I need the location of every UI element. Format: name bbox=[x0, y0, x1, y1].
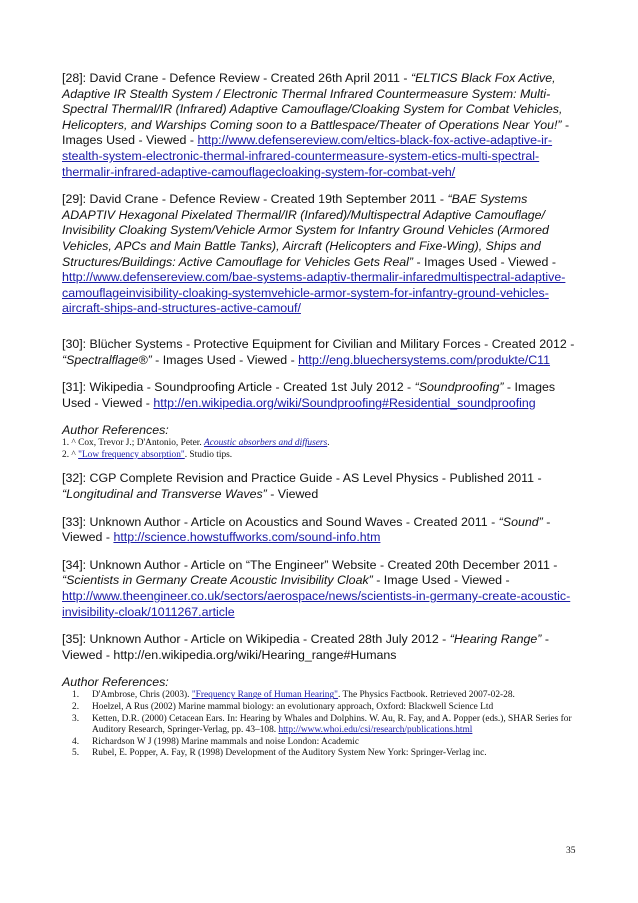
reference-source: [34]: Unknown Author - Article on “The Engineer” Website - Created 20th December 2011 - bbox=[62, 557, 558, 572]
reference-source: [28]: David Crane - Defence Review - Created 26th April 2011 - bbox=[62, 71, 411, 85]
author-reference-item bbox=[62, 450, 580, 462]
author-reference-link[interactable]: Acoustic absorbers and diffusers bbox=[204, 438, 328, 449]
author-reference-text: 1. ^ Cox, Trevor J.; D'Antonio, Peter. bbox=[62, 438, 205, 449]
reference-source: [29]: David Crane - Defence Review - Created 19th September 2011 - bbox=[62, 192, 448, 207]
list-item bbox=[62, 737, 580, 749]
author-reference-text: . Studio tips. bbox=[184, 449, 233, 460]
reference-source: [33]: Unknown Author - Article on Acoustics and Sound Waves - Created 2011 - bbox=[62, 514, 499, 529]
reference-meta: - Images Used - Viewed - bbox=[62, 380, 556, 410]
reference-meta: - Viewed bbox=[266, 487, 319, 502]
reference-29 bbox=[62, 192, 580, 317]
list-number: 2. bbox=[72, 702, 80, 712]
author-reference-link[interactable]: http://www.whoi.edu/csi/research/publications.html bbox=[278, 725, 473, 736]
reference-30 bbox=[62, 337, 580, 368]
author-reference-text: Richardson W J (1998) Marine mammals and noise London: Academic bbox=[92, 736, 360, 747]
reference-link[interactable]: http://www.theengineer.co.uk/sectors/aerospace/news/scientists-in-germany-create-acoustic-invisibility-cloak/1011267.article bbox=[62, 589, 571, 619]
list-item bbox=[62, 690, 580, 702]
author-references-block-2 bbox=[62, 675, 580, 760]
reference-meta: - Viewed - http://en.wikipedia.org/wiki/Hearing_range#Humans bbox=[62, 632, 549, 662]
author-references-heading: Author References: bbox=[62, 675, 169, 690]
reference-meta: - Image Used - Viewed - bbox=[372, 573, 510, 588]
reference-title: “BAE Systems ADAPTIV Hexagonal Pixelated Thermal/IR (Infared)/Multispectral Adaptive Camouflage/ Invisibility Cloaking System/Vehicle Armor System for Infantry Ground Vehicles (Armored Vehicles, APCs and Main Battle Tanks), Aircraft (Helicopters and Fixe-Wing), Ships and Structures/Buildings: Active Camouflage for Vehicles Gets Real” bbox=[62, 192, 549, 269]
reference-meta: - Images Used - Viewed - bbox=[413, 254, 557, 269]
reference-source: [31]: Wikipedia - Soundproofing Article - Created 1st July 2012 - bbox=[62, 380, 415, 395]
list-number: 4. bbox=[72, 736, 80, 747]
author-reference-text: D'Ambrose, Chris (2003). bbox=[92, 690, 192, 701]
author-reference-link[interactable]: "Low frequency absorption" bbox=[78, 449, 185, 460]
list-number: 1. bbox=[72, 690, 80, 701]
reference-title: “Scientists in Germany Create Acoustic Invisibility Cloak” bbox=[62, 573, 373, 588]
document-page bbox=[62, 71, 580, 760]
reference-link[interactable]: http://www.defensereview.com/bae-systems-adaptiv-thermalir-infaredmultispectral-adaptive-camouflageinvisibility-cloaking-systemvehicle-armor-system-for-infantry-ground-vehicles-aircraft-ships-and-structures-active-camouf/ bbox=[62, 270, 566, 316]
list-item bbox=[62, 702, 580, 714]
author-reference-text: 2. ^ bbox=[62, 449, 79, 460]
list-item bbox=[62, 714, 580, 737]
reference-meta: - Images Used - Viewed - bbox=[62, 117, 570, 148]
reference-link[interactable]: http://en.wikipedia.org/wiki/Soundproofing#Residential_soundproofing bbox=[153, 395, 536, 410]
reference-source: [32]: CGP Complete Revision and Practice Guide - AS Level Physics - Published 2011 - bbox=[62, 471, 542, 486]
author-reference-text: Ketten, D.R. (2000) Cetacean Ears. In: Hearing by Whales and Dolphins. W. Au, R. Fay, and A. Popper (eds.), SHAR Series for Auditory Research, Springer-Verlag, pp. 43–108. bbox=[92, 713, 572, 736]
reference-title: “Sound” bbox=[498, 514, 543, 529]
author-reference-item bbox=[62, 438, 580, 450]
reference-link[interactable]: http://eng.bluechersystems.com/produkte/C11 bbox=[298, 352, 551, 367]
author-reference-text: . bbox=[327, 438, 330, 449]
author-references-block-1 bbox=[62, 423, 580, 461]
reference-title: “Hearing Range” bbox=[449, 632, 542, 647]
author-reference-text: Hoelzel, A Rus (2002) Marine mammal biology: an evolutionary approach, Oxford: Blackwell Science Ltd bbox=[92, 702, 494, 712]
reference-34 bbox=[62, 558, 580, 620]
reference-source: [35]: Unknown Author - Article on Wikipedia - Created 28th July 2012 - bbox=[62, 632, 450, 647]
author-references-heading: Author References: bbox=[62, 423, 169, 438]
reference-31 bbox=[62, 380, 580, 411]
reference-33 bbox=[62, 515, 580, 546]
reference-title: “Soundproofing” bbox=[414, 380, 504, 395]
reference-source: [30]: Blücher Systems - Protective Equipment for Civilian and Military Forces - Created 2012 - bbox=[62, 336, 575, 351]
list-number: 3. bbox=[72, 713, 80, 724]
reference-28 bbox=[62, 71, 580, 180]
reference-link[interactable]: http://www.defensereview.com/eltics-black-fox-active-adaptive-ir-stealth-system-electronic-thermal-infrared-countermeasure-system-etics-multi-spectral-thermalir-infrared-adaptive-camouflagecloaking-system-for-combat-veh/ bbox=[62, 133, 553, 179]
reference-32 bbox=[62, 471, 580, 502]
author-references-list bbox=[62, 690, 580, 760]
page-number: 35 bbox=[566, 846, 576, 856]
author-reference-text: Rubel, E. Popper, A. Fay, R (1998) Development of the Auditory System New York: Springer-Verlag inc. bbox=[92, 748, 487, 759]
reference-meta: - Images Used - Viewed - bbox=[151, 352, 299, 367]
reference-title: “ELTICS Black Fox Active, Adaptive IR Stealth System / Electronic Thermal Infrared Countermeasure System: Multi-Spectral Thermal/IR (Infrared) Adaptive Camouflage/Cloaking System for Combat Vehicles, Helicopters, and Warships Coming soon to a Battlespace/Theater of Operations Near You!” bbox=[62, 71, 563, 132]
list-number: 5. bbox=[72, 748, 80, 759]
author-reference-link[interactable]: "Frequency Range of Human Hearing" bbox=[191, 690, 339, 701]
list-item bbox=[62, 748, 580, 760]
reference-meta: - Viewed - bbox=[62, 514, 551, 545]
reference-35 bbox=[62, 632, 580, 663]
reference-link[interactable]: http://science.howstuffworks.com/sound-info.htm bbox=[113, 530, 381, 545]
reference-title: “Longitudinal and Transverse Waves” bbox=[62, 487, 267, 502]
reference-title: “Spectralflage®” bbox=[62, 352, 152, 367]
author-reference-text: . The Physics Factbook. Retrieved 2007-02-28. bbox=[338, 690, 515, 701]
